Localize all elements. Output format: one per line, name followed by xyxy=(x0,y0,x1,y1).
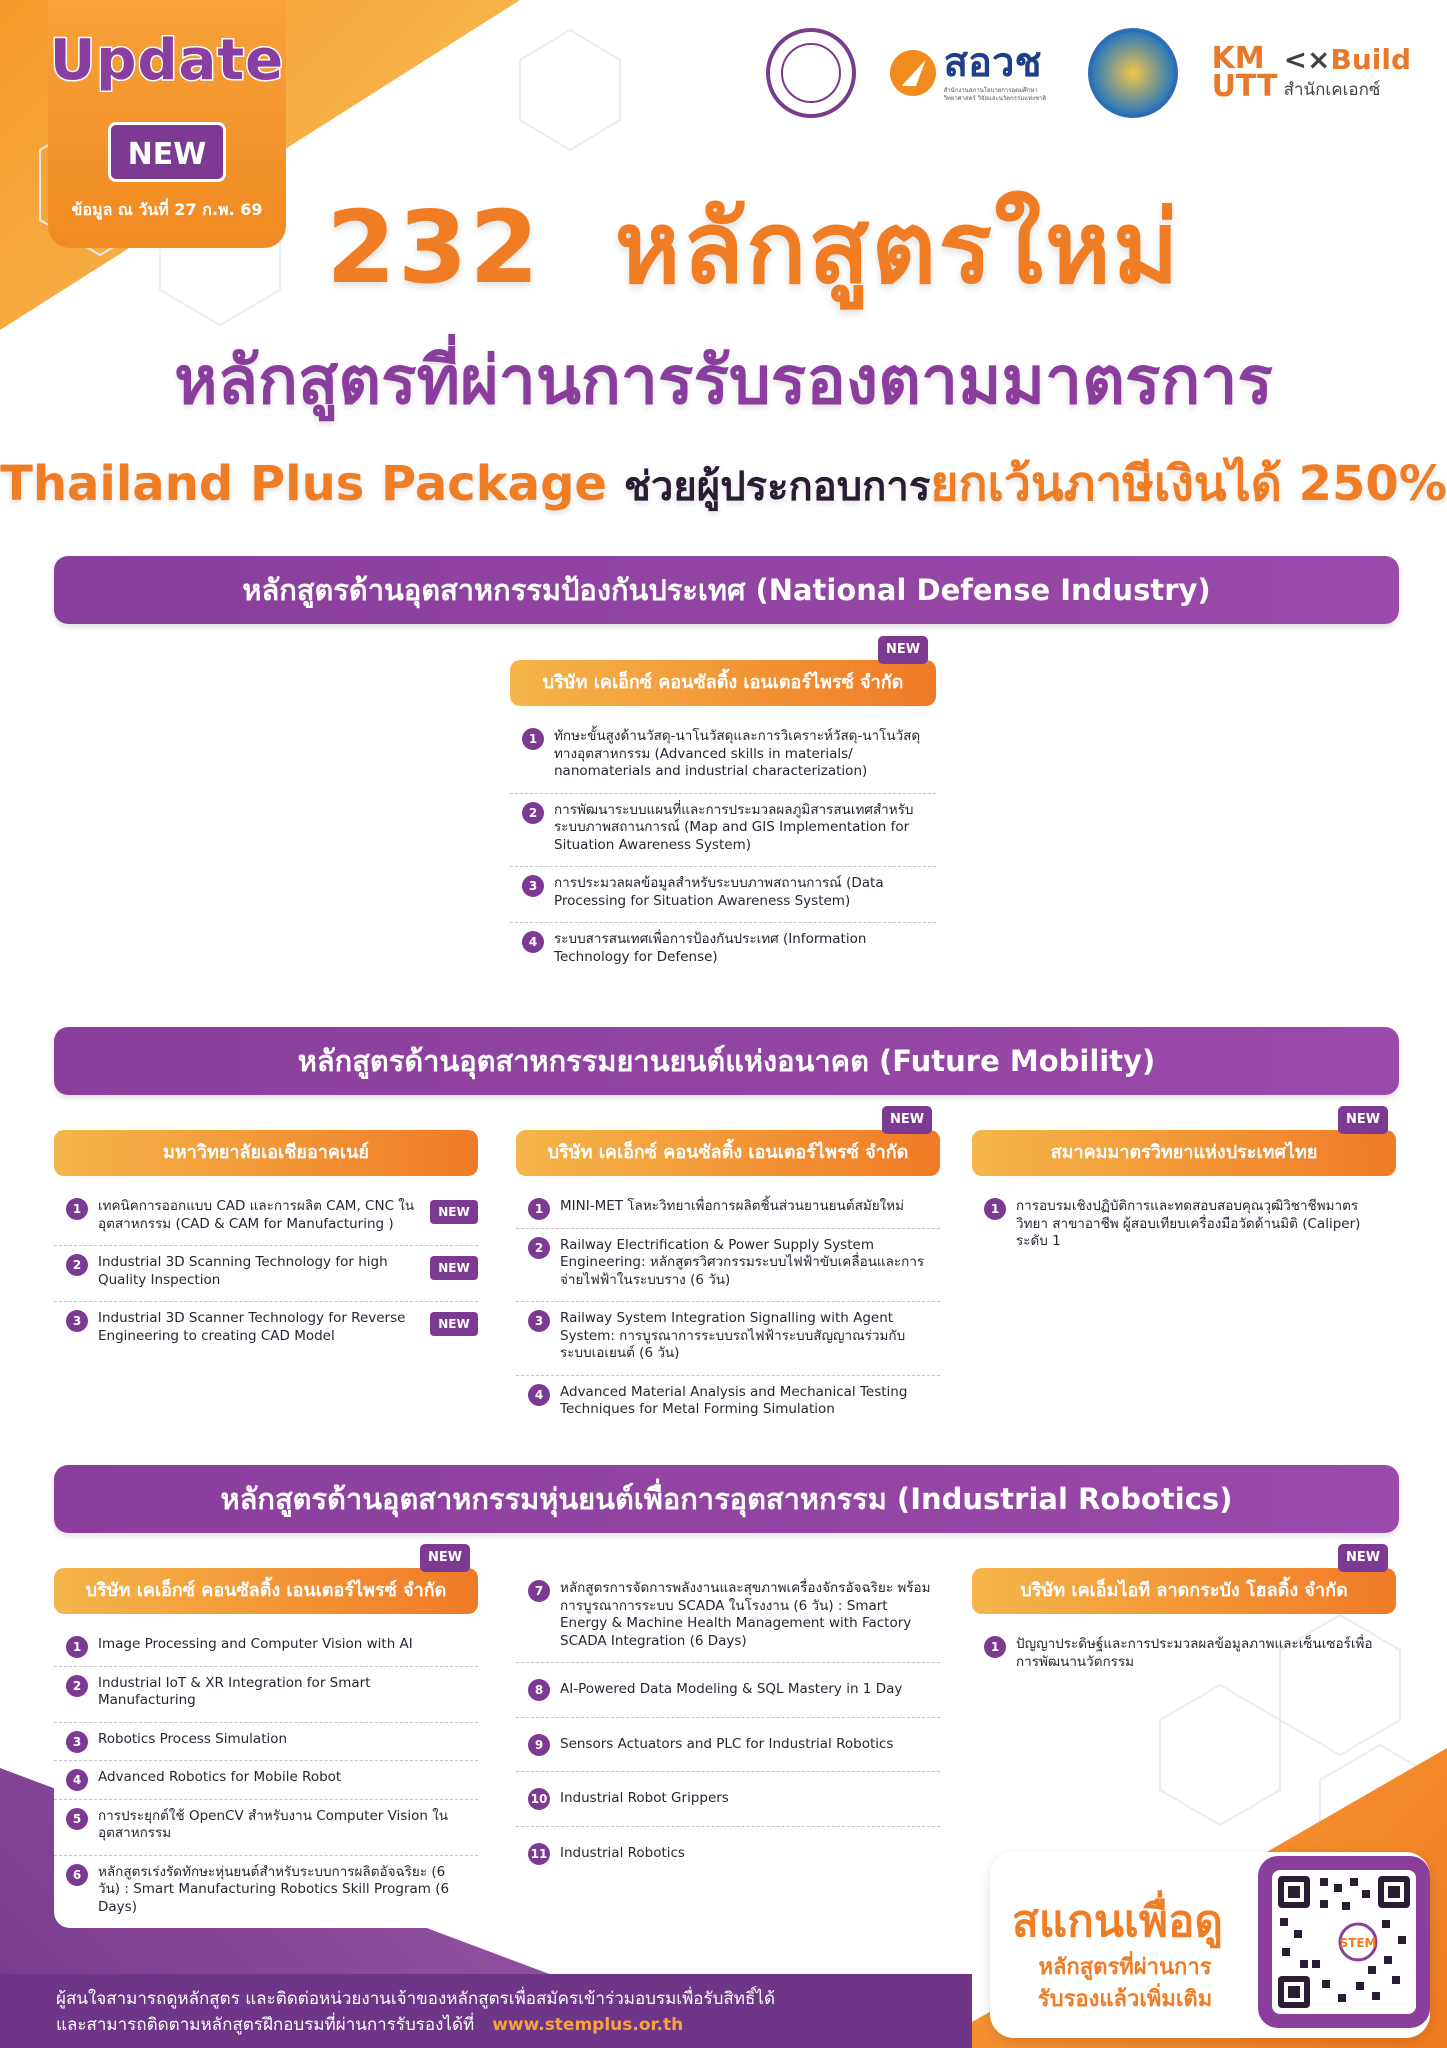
item-number: 4 xyxy=(66,1769,88,1791)
item-number: 11 xyxy=(528,1843,550,1865)
headline-certified: หลักสูตรที่ผ่านการรับรองตามมาตรการ xyxy=(174,342,1273,419)
new-tag: NEW xyxy=(1338,1544,1388,1572)
item-number: 1 xyxy=(522,728,544,750)
card-provider-label: มหาวิทยาลัยเอเชียอาคเนย์ xyxy=(163,1142,369,1163)
list-item xyxy=(516,1376,940,1431)
robotics-card-kx-continued xyxy=(516,1572,940,1880)
item-number: 8 xyxy=(528,1679,550,1701)
qr-code[interactable] xyxy=(1258,1856,1430,2028)
package-name: Thailand Plus Package xyxy=(0,456,607,512)
item-number: 2 xyxy=(66,1254,88,1276)
mobility-card-metrology xyxy=(972,1112,1396,1263)
list-item xyxy=(516,1229,940,1303)
item-number: 1 xyxy=(984,1198,1006,1220)
item-text: หลักสูตรเร่งรัดทักษะหุ่นยนต์สำหรับระบบการผลิตอัจฉริยะ (6 วัน) : Smart Manufacturing Robotics Skill Program (6 Days) xyxy=(98,1863,450,1915)
headline-count-suffix: หลักสูตรใหม่ xyxy=(614,189,1181,306)
defense-card-kx xyxy=(510,642,936,978)
package-help: ช่วยผู้ประกอบการ xyxy=(623,464,931,510)
item-text: Image Processing and Computer Vision with AI xyxy=(98,1636,413,1652)
list-item xyxy=(54,1628,478,1667)
new-tag: NEW xyxy=(420,1544,470,1572)
mobility-card-sau xyxy=(54,1130,478,1357)
scan-title: สแกนเพื่อดู xyxy=(1012,1896,1223,1947)
item-text: Industrial Robot Grippers xyxy=(560,1790,729,1807)
item-text: ทักษะขั้นสูงด้านวัสดุ-นาโนวัสดุและการวิเคราะห์วัสดุ-นาโนวัสดุทางอุตสาหกรรม (Advanced skills in materials/ nanomaterials and industrial characterization) xyxy=(554,728,921,780)
footer-line-1: ผู้สนใจสามารถดูหลักสูตร และติดต่อหน่วยงานเจ้าของหลักสูตรเพื่อสมัครเข้าร่วมอบรมเพื่อรับสิทธิ์ได้ xyxy=(56,1989,775,2009)
scan-subtitle: หลักสูตรที่ผ่านการรับรองแล้วเพิ่มเติม xyxy=(1037,1955,1213,2012)
item-text: Industrial 3D Scanning Technology for high Quality Inspection xyxy=(98,1254,388,1288)
new-tag: NEW xyxy=(882,1106,932,1134)
card-provider-label: บริษัท เคเอ็กซ์ คอนซัลติ้ง เอนเตอร์ไพรซ์ จำกัด xyxy=(542,672,904,693)
item-number: 3 xyxy=(528,1310,550,1332)
list-item xyxy=(54,1246,478,1302)
kx-icon: <× xyxy=(1283,43,1331,76)
item-text: ปัญญาประดิษฐ์และการประมวลผลข้อมูลภาพและเซ็นเซอร์เพื่อการพัฒนานวัตกรรม xyxy=(1016,1636,1373,1670)
headline-package xyxy=(0,446,1447,522)
card-provider-label: สมาคมมาตรวิทยาแห่งประเทศไทย xyxy=(1050,1142,1318,1163)
card-provider xyxy=(54,1130,478,1176)
kmutt-build: Build xyxy=(1330,43,1411,76)
new-tag: NEW xyxy=(878,636,928,664)
partner-logos xyxy=(766,28,1411,118)
item-text: ระบบสารสนเทศเพื่อการป้องกันประเทศ (Information Technology for Defense) xyxy=(554,931,867,965)
list-item xyxy=(516,1302,940,1376)
item-text: Advanced Material Analysis and Mechanical Testing Techniques for Metal Forming Simulation xyxy=(560,1383,908,1418)
item-text: Railway Electrification & Power Supply System Engineering: หลักสูตรวิศวกรรมระบบไฟฟ้าขับเคลื่อนและการจ่ายไฟฟ้าในระบบราง (6 วัน) xyxy=(560,1236,925,1288)
list-item xyxy=(54,1856,478,1929)
sorwor-name: สอวช xyxy=(943,40,1042,87)
footer-line-2: และสามารถติดตามหลักสูตรฝึกอบรมที่ผ่านการรับรองได้ที่ xyxy=(56,2015,475,2036)
item-text: Industrial Robotics xyxy=(560,1844,685,1861)
card-provider-label: บริษัท เคเอ็กซ์ คอนซัลติ้ง เอนเตอร์ไพรซ์ จำกัด xyxy=(547,1142,909,1163)
item-number: 2 xyxy=(528,1237,550,1259)
item-number: 2 xyxy=(522,802,544,824)
robotics-card-kmitl xyxy=(972,1550,1396,1683)
item-number: 1 xyxy=(984,1636,1006,1658)
headline-count-number: 232 xyxy=(326,189,541,306)
item-number: 6 xyxy=(66,1864,88,1886)
list-item xyxy=(516,1827,940,1881)
item-number: 9 xyxy=(528,1734,550,1756)
kmutt-logo xyxy=(1211,40,1411,104)
kmutt-mark: KM UTT xyxy=(1211,40,1278,104)
card-provider xyxy=(972,1550,1396,1614)
robotics-card-kx xyxy=(54,1550,478,1928)
item-new-tag: NEW xyxy=(430,1200,478,1224)
card-provider xyxy=(510,642,936,706)
list-item xyxy=(516,1772,940,1827)
item-number: 2 xyxy=(66,1675,88,1697)
footer xyxy=(0,1974,972,2048)
list-item xyxy=(516,1572,940,1663)
list-item xyxy=(510,867,936,923)
list-item xyxy=(972,1190,1396,1263)
footer-url-link[interactable]: www.stemplus.or.th xyxy=(492,2015,684,2036)
boi-seal-icon xyxy=(1088,28,1178,118)
item-text: Advanced Robotics for Mobile Robot xyxy=(98,1769,342,1786)
card-provider xyxy=(516,1112,940,1176)
list-item xyxy=(54,1190,478,1246)
update-title: Update xyxy=(49,28,285,93)
data-date: ข้อมูล ณ วันที่ 27 ก.พ. 69 xyxy=(71,200,263,219)
card-provider xyxy=(972,1112,1396,1176)
item-number: 1 xyxy=(528,1198,550,1220)
list-item xyxy=(54,1761,478,1800)
card-provider-label: บริษัท เคเอ็กซ์ คอนซัลติ้ง เอนเตอร์ไพรซ์ จำกัด xyxy=(85,1580,447,1601)
new-pill: NEW xyxy=(108,122,226,182)
item-text: MINI-MET โลหะวิทยาเพื่อการผลิตชิ้นส่วนยานยนต์สมัยใหม่ xyxy=(560,1198,905,1214)
section-mobility-title: หลักสูตรด้านอุตสาหกรรมยานยนต์แห่งอนาคต (Future Mobility) xyxy=(54,1027,1399,1095)
item-text: Sensors Actuators and PLC for Industrial Robotics xyxy=(560,1735,894,1752)
item-number: 1 xyxy=(66,1636,88,1658)
list-item xyxy=(972,1628,1396,1683)
item-number: 3 xyxy=(66,1310,88,1332)
item-text: การอบรมเชิงปฏิบัติการและทดสอบสอบคุณวุฒิวิชาชีพมาตรวิทยา สาขาอาชีพ ผู้สอบเทียบเครื่องมือวัดด้านมิติ (Caliper) ระดับ 1 xyxy=(1016,1198,1361,1250)
list-item xyxy=(510,720,936,794)
list-item xyxy=(516,1718,940,1773)
package-tax: ยกเว้นภาษีเงินได้ 250% xyxy=(930,456,1447,512)
item-text: AI-Powered Data Modeling & SQL Mastery in 1 Day xyxy=(560,1681,903,1698)
new-tag: NEW xyxy=(1338,1106,1388,1134)
list-item xyxy=(54,1302,478,1357)
list-item xyxy=(516,1663,940,1718)
item-text: เทคนิคการออกแบบ CAD และการผลิต CAM, CNC ในอุตสาหกรรม (CAD & CAM for Manufacturing ) xyxy=(98,1198,415,1232)
item-number: 10 xyxy=(528,1788,550,1810)
item-number: 3 xyxy=(66,1731,88,1753)
list-item xyxy=(54,1800,478,1856)
list-item xyxy=(510,923,936,978)
qr-pattern-icon xyxy=(1272,1870,1416,2014)
list-item xyxy=(54,1723,478,1762)
item-number: 5 xyxy=(66,1808,88,1830)
item-text: Robotics Process Simulation xyxy=(98,1730,288,1747)
section-robotics-title: หลักสูตรด้านอุตสาหกรรมหุ่นยนต์เพื่อการอุตสาหกรรม (Industrial Robotics) xyxy=(54,1465,1399,1533)
kmutt-sub: สำนักเคเอกซ์ xyxy=(1283,80,1381,100)
qr-stem-label: STEM xyxy=(1339,1936,1377,1950)
item-number: 4 xyxy=(522,931,544,953)
item-number: 7 xyxy=(528,1580,550,1602)
item-new-tag: NEW xyxy=(430,1312,478,1336)
item-text: Industrial 3D Scanner Technology for Reverse Engineering to creating CAD Model xyxy=(98,1310,406,1344)
mobility-card-kx xyxy=(516,1112,940,1431)
item-text: การพัฒนาระบบแผนที่และการประมวลผลภูมิสารสนเทศสำหรับระบบภาพสถานการณ์ (Map and GIS Implementation for Situation Awareness System) xyxy=(554,801,914,853)
item-text: Industrial IoT & XR Integration for Smart Manufacturing xyxy=(98,1674,371,1709)
item-number: 1 xyxy=(66,1198,88,1220)
item-text: หลักสูตรการจัดการพลังงานและสุขภาพเครื่องจักรอัจฉริยะ พร้อมการบูรณาการระบบ SCADA ในโรงงาน (6 วัน) : Smart Energy & Machine Health Management with Factory SCADA Integration (6 Days) xyxy=(560,1580,931,1649)
card-provider-label: บริษัท เคเอ็มไอที ลาดกระบัง โฮลดิ้ง จำกัด xyxy=(1020,1580,1348,1601)
item-text: การประมวลผลข้อมูลสำหรับระบบภาพสถานการณ์ (Data Processing for Situation Awareness System) xyxy=(554,875,884,909)
sorwor-mark-icon xyxy=(890,50,936,96)
item-text: Railway System Integration Signalling with Agent System: การบูรณาการระบบรถไฟฟ้าระบบสัญญาณร่วมกับระบบเอเยนต์ (6 วัน) xyxy=(560,1310,906,1362)
mhesi-seal-icon xyxy=(766,28,856,118)
list-item xyxy=(516,1190,940,1229)
section-defense-title: หลักสูตรด้านอุตสาหกรรมป้องกันประเทศ (National Defense Industry) xyxy=(54,556,1399,624)
headline-count xyxy=(0,168,1447,327)
item-text: การประยุกต์ใช้ OpenCV สำหรับงาน Computer Vision ในอุตสาหกรรม xyxy=(98,1807,449,1842)
item-number: 3 xyxy=(522,875,544,897)
sorwor-sub: สำนักงานสภานโยบายการอุดมศึกษา วิทยาศาสตร์ วิจัยและนวัตกรรมแห่งชาติ xyxy=(943,87,1047,102)
item-new-tag: NEW xyxy=(430,1256,478,1280)
sorwor-logo xyxy=(890,40,1054,103)
list-item xyxy=(54,1667,478,1723)
card-provider xyxy=(54,1550,478,1614)
item-number: 4 xyxy=(528,1384,550,1406)
list-item xyxy=(510,794,936,868)
